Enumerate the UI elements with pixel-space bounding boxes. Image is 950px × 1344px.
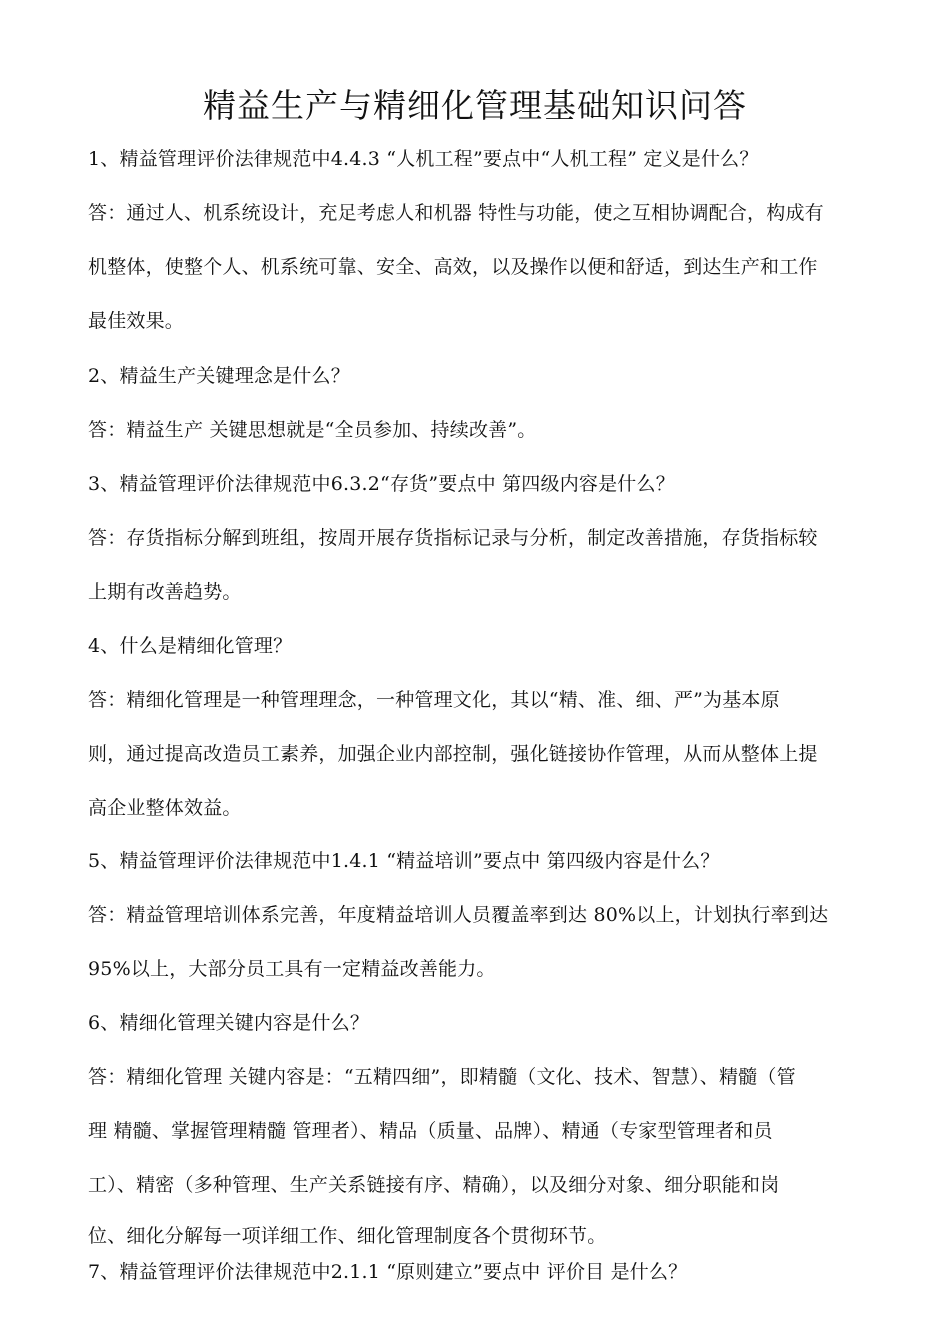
question-line-5: 5、精益管理评价法律规范中1.4.1 “精益培训”要点中 第四级内容是什么？: [88, 850, 720, 872]
answer-line-1c: 最佳效果。: [88, 310, 185, 332]
question-line-2: 2、精益生产关键理念是什么？: [88, 365, 350, 387]
question-line-3: 3、精益管理评价法律规范中6.3.2“存货”要点中 第四级内容是什么？: [88, 473, 675, 495]
answer-line-4c: 高企业整体效益。: [88, 797, 242, 819]
answer-line-3b: 上期有改善趋势。: [88, 581, 242, 603]
answer-line-1a: 答：通过人、机系统设计，充足考虑人和机器 特性与功能，使之互相协调配合，构成有: [88, 202, 824, 224]
question-line-4: 4、什么是精细化管理？: [88, 635, 293, 657]
answer-line-6d: 位、细化分解每一项详细工作、细化管理制度各个贯彻环节。: [88, 1225, 607, 1247]
document-title: 精益生产与精细化管理基础知识问答: [203, 86, 747, 125]
answer-line-3a: 答：存货指标分解到班组，按周开展存货指标记录与分析，制定改善措施，存货指标较: [88, 527, 818, 549]
question-line-7: 7、精益管理评价法律规范中2.1.1 “原则建立”要点中 评价目 是什么？: [88, 1261, 688, 1283]
answer-line-2a: 答：精益生产 关键思想就是“全员参加、持续改善”。: [88, 419, 537, 441]
answer-line-6c: 工）、精密（多种管理、生产关系链接有序、精确），以及细分对象、细分职能和岗: [88, 1174, 780, 1196]
answer-line-5a: 答：精益管理培训体系完善，年度精益培训人员覆盖率到达 80%以上，计划执行率到达: [88, 904, 829, 926]
answer-line-6b: 理 精髓、掌握管理精髓 管理者）、精品（质量、品牌）、精通（专家型管理者和员: [88, 1120, 773, 1142]
answer-line-4a: 答：精细化管理是一种管理理念，一种管理文化，其以“精、准、细、严”为基本原: [88, 689, 780, 711]
question-line-1: 1、精益管理评价法律规范中4.4.3 “人机工程”要点中“人机工程” 定义是什么？: [88, 148, 759, 170]
answer-line-1b: 机整体，使整个人、机系统可靠、安全、高效，以及操作以便和舒适，到达生产和工作: [88, 256, 818, 278]
answer-line-4b: 则，通过提高改造员工素养，加强企业内部控制，强化链接协作管理，从而从整体上提: [88, 743, 818, 765]
answer-line-5b: 95%以上，大部分员工具有一定精益改善能力。: [88, 958, 496, 980]
question-line-6: 6、精细化管理关键内容是什么？: [88, 1012, 370, 1034]
answer-line-6a: 答：精细化管理 关键内容是：“五精四细”，即精髓（文化、技术、智慧）、精髓（管: [88, 1066, 796, 1088]
